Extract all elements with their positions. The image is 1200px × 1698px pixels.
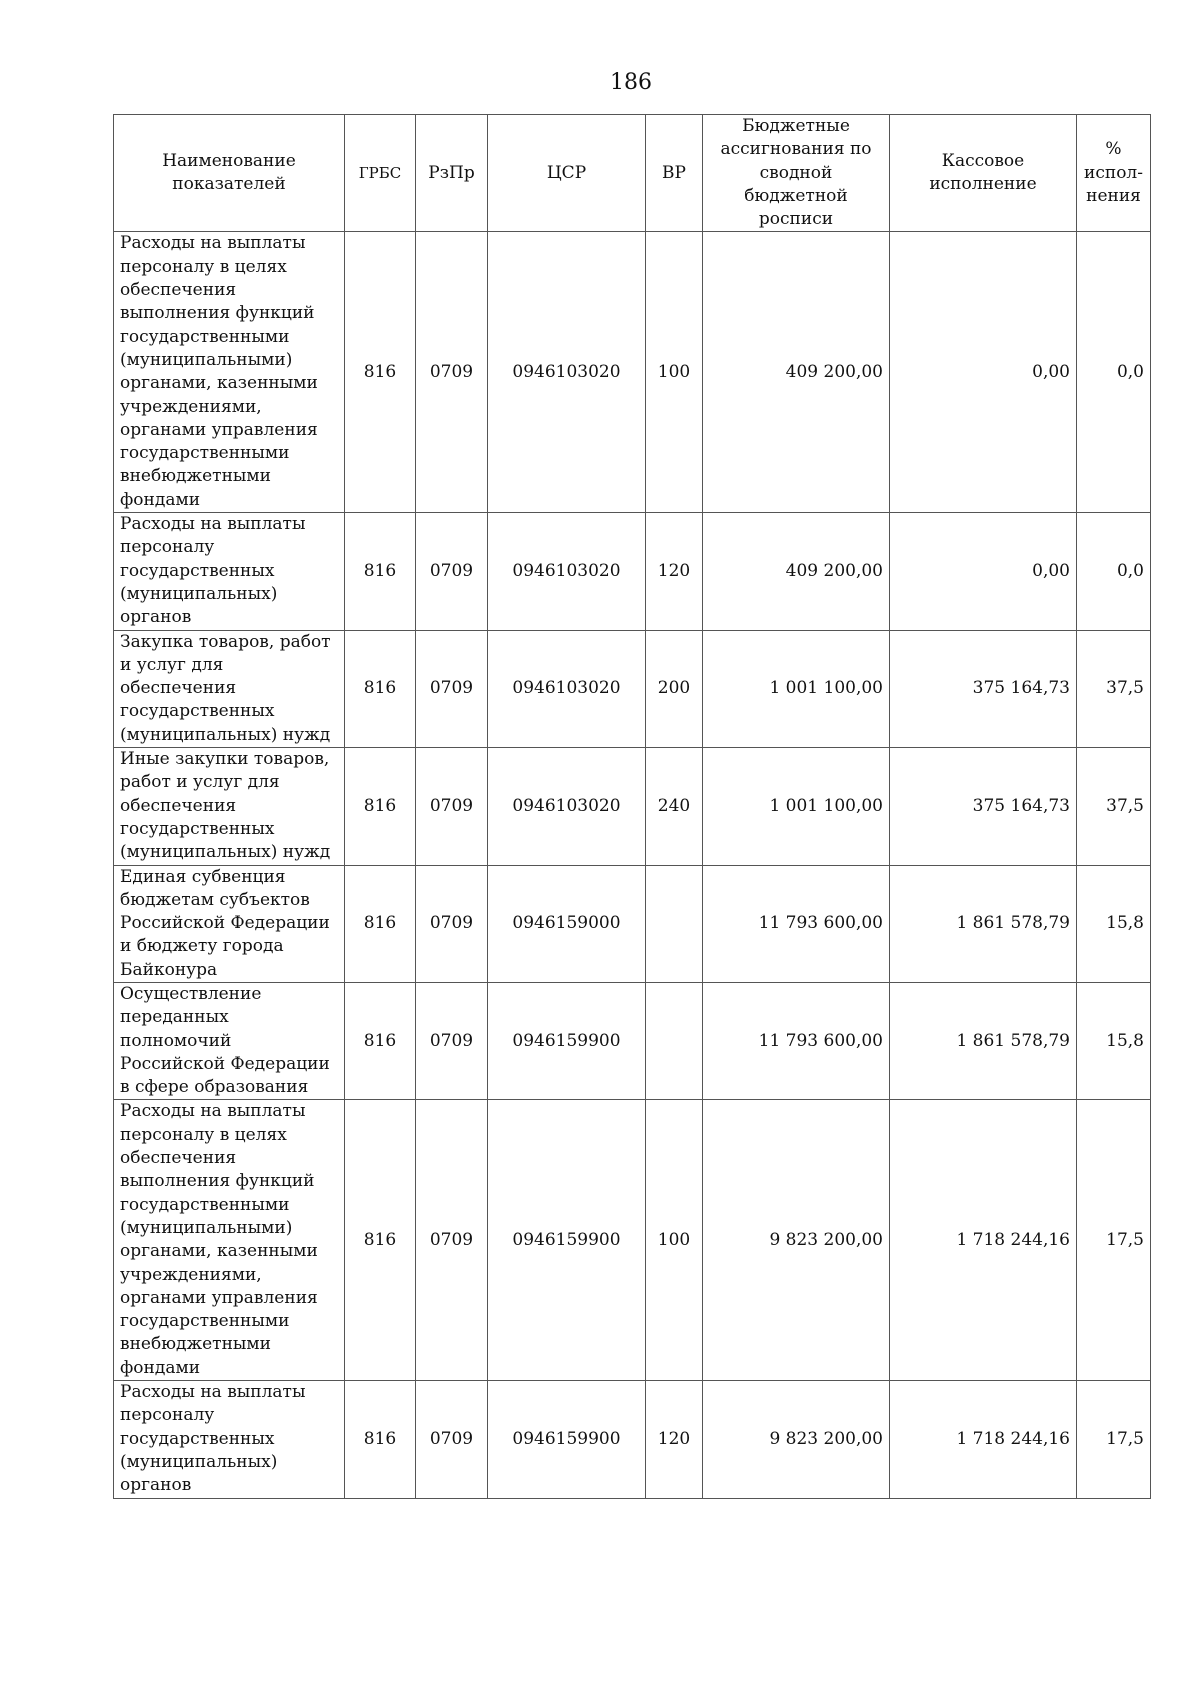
row-csr: 0946159900 <box>488 1100 646 1381</box>
row-rzpr: 0709 <box>416 513 488 630</box>
row-grbs: 816 <box>345 1381 416 1498</box>
row-rzpr: 0709 <box>416 630 488 747</box>
header-execution: Кассовое исполнение <box>890 115 1077 232</box>
row-grbs: 816 <box>345 630 416 747</box>
row-name: Расходы на выплаты персоналу государственных (муниципальных) органов <box>114 513 345 630</box>
row-csr: 0946159000 <box>488 865 646 982</box>
row-csr: 0946159900 <box>488 982 646 1099</box>
row-name: Иные закупки товаров, работ и услуг для обеспечения государственных (муниципальных) нужд <box>114 748 345 865</box>
table-header-row <box>114 115 1151 232</box>
row-grbs: 816 <box>345 232 416 513</box>
table-row <box>114 1381 1151 1498</box>
row-vr <box>646 865 703 982</box>
row-csr: 0946103020 <box>488 513 646 630</box>
row-vr: 100 <box>646 232 703 513</box>
row-execution: 1 861 578,79 <box>890 865 1077 982</box>
row-grbs: 816 <box>345 748 416 865</box>
row-name: Единая субвенция бюджетам субъектов Российской Федерации и бюджету города Байконура <box>114 865 345 982</box>
row-vr: 120 <box>646 1381 703 1498</box>
header-csr: ЦСР <box>488 115 646 232</box>
row-csr: 0946103020 <box>488 232 646 513</box>
row-rzpr: 0709 <box>416 232 488 513</box>
row-name: Расходы на выплаты персоналу государственных (муниципальных) органов <box>114 1381 345 1498</box>
row-percent: 0,0 <box>1077 513 1151 630</box>
header-name: Наименование показателей <box>114 115 345 232</box>
header-allocations: Бюджетные ассигнования по сводной бюджетной росписи <box>703 115 890 232</box>
table-row <box>114 865 1151 982</box>
row-percent: 15,8 <box>1077 865 1151 982</box>
row-rzpr: 0709 <box>416 1100 488 1381</box>
row-rzpr: 0709 <box>416 1381 488 1498</box>
table-row <box>114 513 1151 630</box>
row-name: Закупка товаров, работ и услуг для обеспечения государственных (муниципальных) нужд <box>114 630 345 747</box>
row-rzpr: 0709 <box>416 865 488 982</box>
row-percent: 17,5 <box>1077 1100 1151 1381</box>
row-vr: 240 <box>646 748 703 865</box>
row-execution: 1 718 244,16 <box>890 1381 1077 1498</box>
row-percent: 37,5 <box>1077 748 1151 865</box>
row-csr: 0946103020 <box>488 748 646 865</box>
row-grbs: 816 <box>345 1100 416 1381</box>
row-allocations: 9 823 200,00 <box>703 1381 890 1498</box>
row-percent: 0,0 <box>1077 232 1151 513</box>
row-grbs: 816 <box>345 513 416 630</box>
table-row <box>114 748 1151 865</box>
table-row <box>114 232 1151 513</box>
row-vr: 120 <box>646 513 703 630</box>
row-execution: 1 718 244,16 <box>890 1100 1077 1381</box>
row-rzpr: 0709 <box>416 982 488 1099</box>
row-execution: 375 164,73 <box>890 748 1077 865</box>
row-grbs: 816 <box>345 865 416 982</box>
row-execution: 1 861 578,79 <box>890 982 1077 1099</box>
row-vr: 200 <box>646 630 703 747</box>
row-execution: 0,00 <box>890 513 1077 630</box>
budget-execution-table <box>113 114 1151 1499</box>
table-row <box>114 982 1151 1099</box>
row-allocations: 409 200,00 <box>703 513 890 630</box>
row-allocations: 409 200,00 <box>703 232 890 513</box>
header-vr: ВР <box>646 115 703 232</box>
header-rzpr: РзПр <box>416 115 488 232</box>
row-name: Расходы на выплаты персоналу в целях обеспечения выполнения функций государственными (муниципальными) органами, казенными учреждениями, органами управления государственными внебюджетными фондами <box>114 232 345 513</box>
row-allocations: 11 793 600,00 <box>703 982 890 1099</box>
row-allocations: 9 823 200,00 <box>703 1100 890 1381</box>
row-rzpr: 0709 <box>416 748 488 865</box>
row-grbs: 816 <box>345 982 416 1099</box>
table-row <box>114 1100 1151 1381</box>
row-csr: 0946159900 <box>488 1381 646 1498</box>
table-row <box>114 630 1151 747</box>
row-allocations: 1 001 100,00 <box>703 630 890 747</box>
row-csr: 0946103020 <box>488 630 646 747</box>
page-number: 186 <box>610 70 652 95</box>
row-execution: 0,00 <box>890 232 1077 513</box>
row-name: Расходы на выплаты персоналу в целях обеспечения выполнения функций государственными (муниципальными) органами, казенными учреждениями, органами управления государственными внебюджетными фондами <box>114 1100 345 1381</box>
header-percent: % испол-нения <box>1077 115 1151 232</box>
row-name: Осуществление переданных полномочий Российской Федерации в сфере образования <box>114 982 345 1099</box>
header-grbs: ГРБС <box>345 115 416 232</box>
row-execution: 375 164,73 <box>890 630 1077 747</box>
row-allocations: 11 793 600,00 <box>703 865 890 982</box>
row-allocations: 1 001 100,00 <box>703 748 890 865</box>
row-vr <box>646 982 703 1099</box>
row-percent: 15,8 <box>1077 982 1151 1099</box>
row-percent: 17,5 <box>1077 1381 1151 1498</box>
row-percent: 37,5 <box>1077 630 1151 747</box>
row-vr: 100 <box>646 1100 703 1381</box>
